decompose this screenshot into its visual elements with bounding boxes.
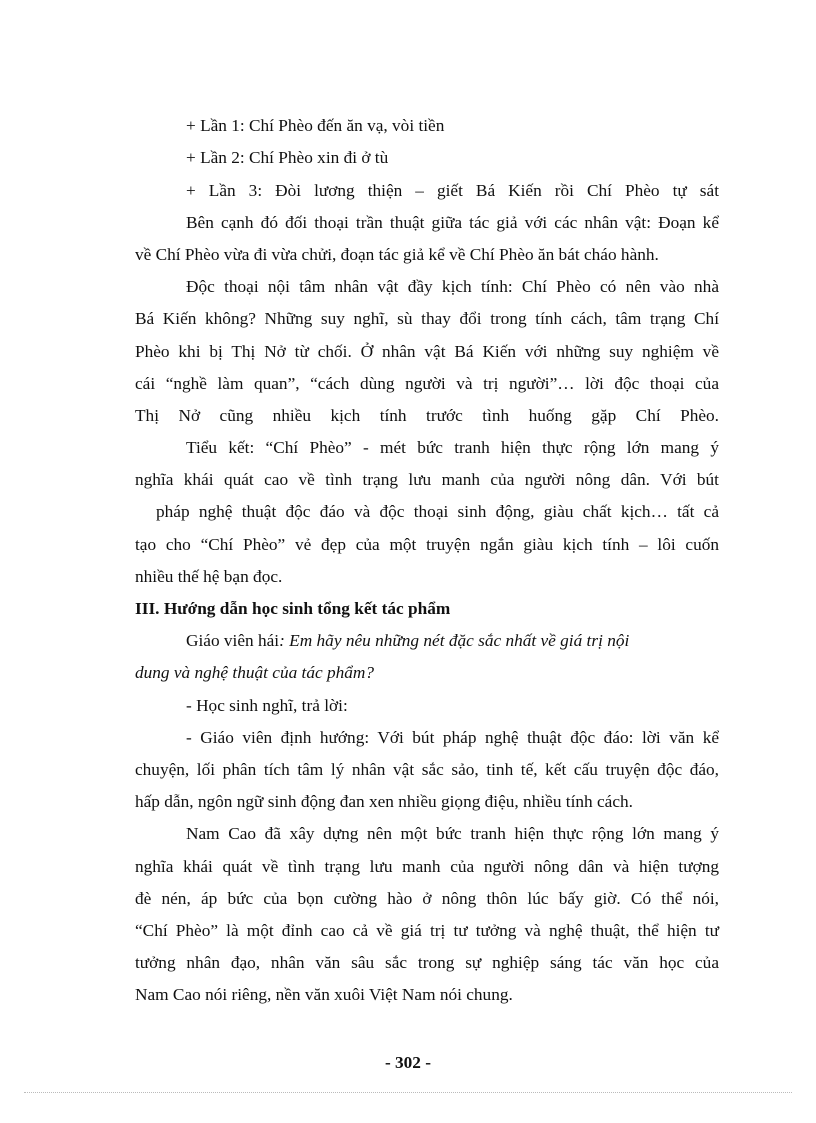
- text-line: đè nén, áp bức của bọn cường hào ở nông thôn lúc bấy giờ. Có thể nói,: [135, 889, 719, 908]
- text-line: tạo cho “Chí Phèo” vẻ đẹp của một truyện ngắn giàu kịch tính – lôi cuốn: [135, 535, 719, 554]
- text-line: nhiều thế hệ bạn đọc.: [135, 567, 283, 586]
- text-line: - Học sinh nghĩ, trả lời:: [186, 696, 348, 715]
- text-line: tưởng nhân đạo, nhân văn sâu sắc trong sự nghiệp sáng tác văn học của: [135, 953, 719, 972]
- text-line: về Chí Phèo vừa đi vừa chửi, đoạn tác giả kể về Chí Phèo ăn bát cháo hành.: [135, 245, 659, 264]
- text-line: hấp dẫn, ngôn ngữ sinh động đan xen nhiều giọng điệu, nhiều tính cách.: [135, 792, 633, 811]
- text-line: nghĩa khái quát về tình trạng lưu manh của người nông dân và hiện tượng: [135, 857, 719, 876]
- question-text-continued: dung và nghệ thuật của tác phẩm?: [135, 663, 375, 682]
- text-line: - Giáo viên định hướng: Với bút pháp nghệ thuật độc đáo: lời văn kể: [186, 728, 719, 747]
- text-line: Phèo khi bị Thị Nở từ chối. Ở nhân vật Bá Kiến với những suy nghiệm về: [135, 342, 719, 361]
- text-line: Nam Cao nói riêng, nền văn xuôi Việt Nam nói chung.: [135, 985, 513, 1004]
- text-line: [186, 629, 719, 653]
- text-line: + Lần 3: Đòi lương thiện – giết Bá Kiến rồi Chí Phèo tự sát: [186, 181, 719, 200]
- page-number: - 302 -: [384, 1053, 432, 1072]
- question-text: : Em hãy nêu những nét đặc sắc nhất về giá trị nội: [279, 631, 630, 650]
- footer-divider: [24, 1092, 792, 1093]
- text-line: + Lần 1: Chí Phèo đến ăn vạ, vòi tiền: [186, 116, 445, 135]
- text-line: “Chí Phèo” là một đỉnh cao cả về giá trị tư tưởng và nghệ thuật, thể hiện tư: [135, 921, 719, 940]
- text-line: chuyện, lối phân tích tâm lý nhân vật sắc sảo, tinh tế, kết cấu truyện độc đáo,: [135, 760, 719, 779]
- text-line: + Lần 2: Chí Phèo xin đi ở tù: [186, 148, 389, 167]
- text-line: nghĩa khái quát cao về tình trạng lưu manh của người nông dân. Với bút: [135, 470, 719, 489]
- text-line: Nam Cao đã xây dựng nên một bức tranh hiện thực rộng lớn mang ý: [186, 824, 719, 843]
- question-label: Giáo viên hái: [186, 631, 280, 650]
- text-line: Bá Kiến không? Những suy nghĩ, sù thay đổi trong tính cách, tâm trạng Chí: [135, 309, 719, 328]
- text-line: Độc thoại nội tâm nhân vật đầy kịch tính: Chí Phèo có nên vào nhà: [186, 277, 719, 296]
- text-line: Thị Nở cũng nhiều kịch tính trước tình huống gặp Chí Phèo.: [135, 406, 719, 425]
- section-heading: III. Hướng dẫn học sinh tổng kết tác phẩm: [135, 599, 451, 618]
- text-line: cái “nghề làm quan”, “cách dùng người và trị người”… lời độc thoại của: [135, 374, 719, 393]
- text-line: Bên cạnh đó đối thoại trần thuật giữa tác giả với các nhân vật: Đoạn kể: [186, 213, 719, 232]
- text-line: pháp nghệ thuật độc đáo và độc thoại sinh động, giàu chất kịch… tất cả: [156, 502, 719, 521]
- text-line: Tiểu kết: “Chí Phèo” - mét bức tranh hiện thực rộng lớn mang ý: [186, 438, 719, 457]
